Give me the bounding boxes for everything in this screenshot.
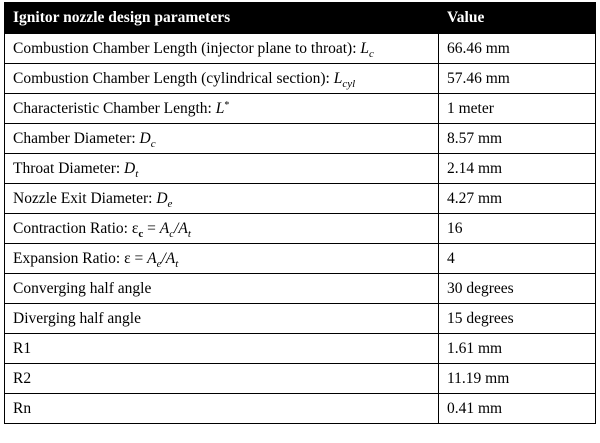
table-row: [5, 184, 596, 214]
row-label: R1: [5, 334, 439, 364]
row-value: 30 degrees: [439, 274, 596, 304]
row-value: 8.57 mm: [439, 124, 596, 154]
row-value: 1.61 mm: [439, 334, 596, 364]
row-label: Characteristic Chamber Length: L*: [5, 94, 439, 124]
table-row: [5, 394, 596, 424]
row-label: Nozzle Exit Diameter: $D_e$: [5, 184, 439, 214]
row-label: Chamber Diameter: $D_c$: [5, 124, 439, 154]
table-row: [5, 94, 596, 124]
row-value: 2.14 mm: [439, 154, 596, 184]
table-row: [5, 34, 596, 64]
table-row: [5, 364, 596, 394]
row-value: 15 degrees: [439, 304, 596, 334]
row-label: Combustion Chamber Length (injector plane to throat): $L_c$: [5, 34, 439, 64]
table-row: [5, 304, 596, 334]
table-row: [5, 124, 596, 154]
row-value: 4.27 mm: [439, 184, 596, 214]
table-row: [5, 214, 596, 244]
row-label: Converging half angle: [5, 274, 439, 304]
row-value: 4: [439, 244, 596, 274]
ignitor-nozzle-parameters-table: [4, 2, 596, 424]
row-value: 1 meter: [439, 94, 596, 124]
header-parameter: Ignitor nozzle design parameters: [5, 3, 439, 34]
row-label: R2: [5, 364, 439, 394]
table-row: [5, 154, 596, 184]
table-row: [5, 64, 596, 94]
row-label: Diverging half angle: [5, 304, 439, 334]
row-label: Throat Diameter: $D_t$: [5, 154, 439, 184]
header-value: Value: [439, 3, 596, 34]
table-row: [5, 334, 596, 364]
row-label: Rn: [5, 394, 439, 424]
row-value: 57.46 mm: [439, 64, 596, 94]
table-row: [5, 274, 596, 304]
row-label: Contraction Ratio: $\varepsilon_c = A_c/A_t$: [5, 214, 439, 244]
row-label: Expansion Ratio: $\varepsilon = A_e/A_t$: [5, 244, 439, 274]
row-label: Combustion Chamber Length (cylindrical section): $L_{cyl}$: [5, 64, 439, 94]
table-row: [5, 244, 596, 274]
row-value: 0.41 mm: [439, 394, 596, 424]
row-value: 11.19 mm: [439, 364, 596, 394]
row-value: 66.46 mm: [439, 34, 596, 64]
table-header-row: [5, 3, 596, 34]
row-value: 16: [439, 214, 596, 244]
